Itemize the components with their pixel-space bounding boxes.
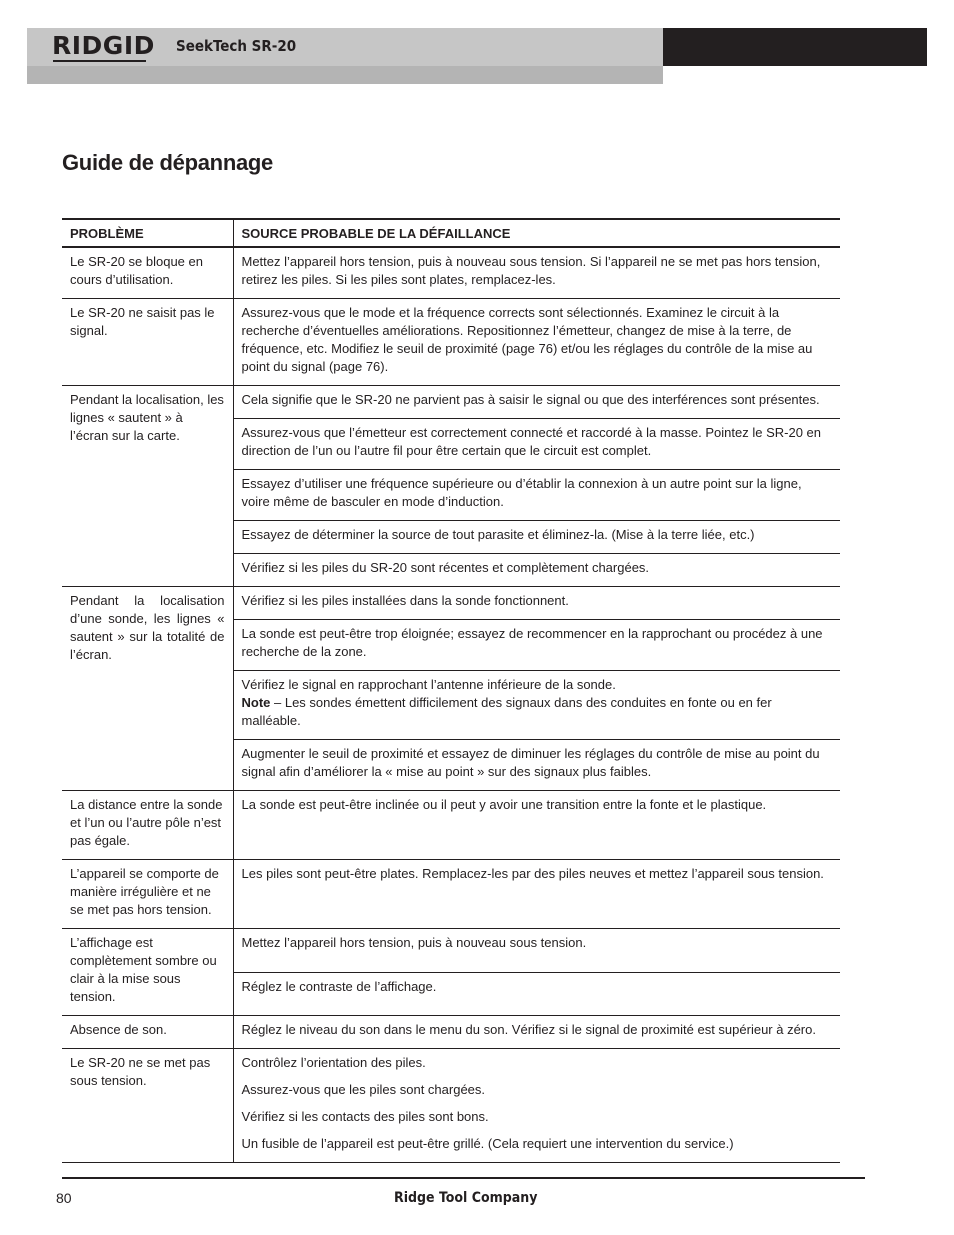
problem-cell: La distance entre la sonde et l’un ou l’autre pôle n’est pas égale. <box>62 791 233 860</box>
source-cell: La sonde est peut-être trop éloignée; essayez de recommencer en la rapprochant ou procédez à une recherche de la zone. <box>233 620 840 671</box>
problem-cell: Pendant la localisation d’une sonde, les lignes « sautent » sur la totalité de l’écran. <box>62 587 233 791</box>
source-cell: Vérifiez si les piles installées dans la sonde fonctionnent. <box>233 587 840 620</box>
source-cell: Augmenter le seuil de proximité et essayez de diminuer les réglages du contrôle de mise au point du signal afin d’améliorer la « mise au point » sur des signaux plus faibles. <box>233 740 840 791</box>
source-cell: Réglez le contraste de l’affichage. <box>233 972 840 1016</box>
source-cell <box>233 1049 840 1163</box>
source-text: Vérifiez le signal en rapprochant l’antenne inférieure de la sonde. <box>241 677 616 692</box>
source-cell: Vérifiez si les piles du SR-20 sont récentes et complètement chargées. <box>233 554 840 587</box>
problem-cell: L’appareil se comporte de manière irrégulière et ne se met pas hors tension. <box>62 860 233 929</box>
source-cell: Essayez d’utiliser une fréquence supérieure ou d’établir la connexion à un autre point sur la ligne, voire même de basculer en mode d’induction. <box>233 470 840 521</box>
header-black-block <box>663 28 927 66</box>
ridgid-logo: RIDGID <box>52 31 155 60</box>
problem-cell: L’affichage est complètement sombre ou clair à la mise sous tension. <box>62 929 233 1016</box>
table-row <box>62 791 840 860</box>
table-row <box>62 587 840 620</box>
table-row <box>62 1016 840 1049</box>
source-text: Assurez-vous que les piles sont chargées. <box>241 1082 486 1097</box>
source-cell: Mettez l’appareil hors tension, puis à nouveau sous tension. Si l’appareil ne se met pas hors tension, retirez les piles. Si les piles sont plates, remplacez-les. <box>233 247 840 299</box>
source-cell: Cela signifie que le SR-20 ne parvient pas à saisir le signal ou que des interférences sont présentes. <box>233 386 840 419</box>
troubleshooting-table <box>62 218 840 1163</box>
table-row <box>62 247 840 299</box>
table-row <box>62 929 840 973</box>
note-text: – Les sondes émettent difficilement des signaux dans des conduites en fonte ou en fer malléable. <box>241 695 772 728</box>
problem-cell: Le SR-20 se bloque en cours d’utilisation. <box>62 247 233 299</box>
problem-cell: Le SR-20 ne saisit pas le signal. <box>62 299 233 386</box>
table-header-row <box>62 219 840 247</box>
problem-cell: Pendant la localisation, les lignes « sautent » à l’écran sur la carte. <box>62 386 233 587</box>
table-row <box>62 860 840 929</box>
problem-cell: Le SR-20 ne se met pas sous tension. <box>62 1049 233 1163</box>
header-problem: PROBLÈME <box>62 219 233 247</box>
header-strip <box>27 66 663 84</box>
source-cell: Essayez de déterminer la source de tout parasite et éliminez-la. (Mise à la terre liée, etc.) <box>233 521 840 554</box>
product-model: SeekTech SR-20 <box>176 37 297 55</box>
source-text: Contrôlez l’orientation des piles. <box>241 1055 426 1070</box>
source-cell: La sonde est peut-être inclinée ou il peut y avoir une transition entre la fonte et le plastique. <box>233 791 840 860</box>
source-text: Vérifiez si les contacts des piles sont bons. <box>241 1109 489 1124</box>
page-number: 80 <box>56 1190 72 1206</box>
company-name: Ridge Tool Company <box>394 1190 538 1206</box>
table-row <box>62 1049 840 1163</box>
header-source: SOURCE PROBABLE DE LA DÉFAILLANCE <box>233 219 840 247</box>
source-cell: Assurez-vous que le mode et la fréquence corrects sont sélectionnés. Examinez le circuit à la recherche d’éventuelles améliorations. Repositionnez l’émetteur, changez de mise à la terre, de fréquence, etc. Modifiez le seuil de proximité (page 76) et/ou les réglages du contrôle de la mise au point du signal (page 76). <box>233 299 840 386</box>
table-row <box>62 299 840 386</box>
page-title: Guide de dépannage <box>62 150 273 175</box>
source-cell: Réglez le niveau du son dans le menu du son. Vérifiez si le signal de proximité est supérieur à zéro. <box>233 1016 840 1049</box>
source-cell: Les piles sont peut-être plates. Remplacez-les par des piles neuves et mettez l’appareil sous tension. <box>233 860 840 929</box>
logo-underline <box>53 60 146 62</box>
problem-cell: Absence de son. <box>62 1016 233 1049</box>
source-cell <box>233 671 840 740</box>
source-cell: Mettez l’appareil hors tension, puis à nouveau sous tension. <box>233 929 840 973</box>
source-cell: Assurez-vous que l’émetteur est correctement connecté et raccordé à la masse. Pointez le SR-20 en direction de l’un ou l’autre fil pour être certain que le circuit est complet. <box>233 419 840 470</box>
source-text: Un fusible de l’appareil est peut-être grillé. (Cela requiert une intervention du service.) <box>241 1136 734 1151</box>
table-row <box>62 386 840 419</box>
footer-rule <box>62 1177 865 1179</box>
note-line <box>242 694 833 730</box>
note-label: Note <box>241 695 271 710</box>
